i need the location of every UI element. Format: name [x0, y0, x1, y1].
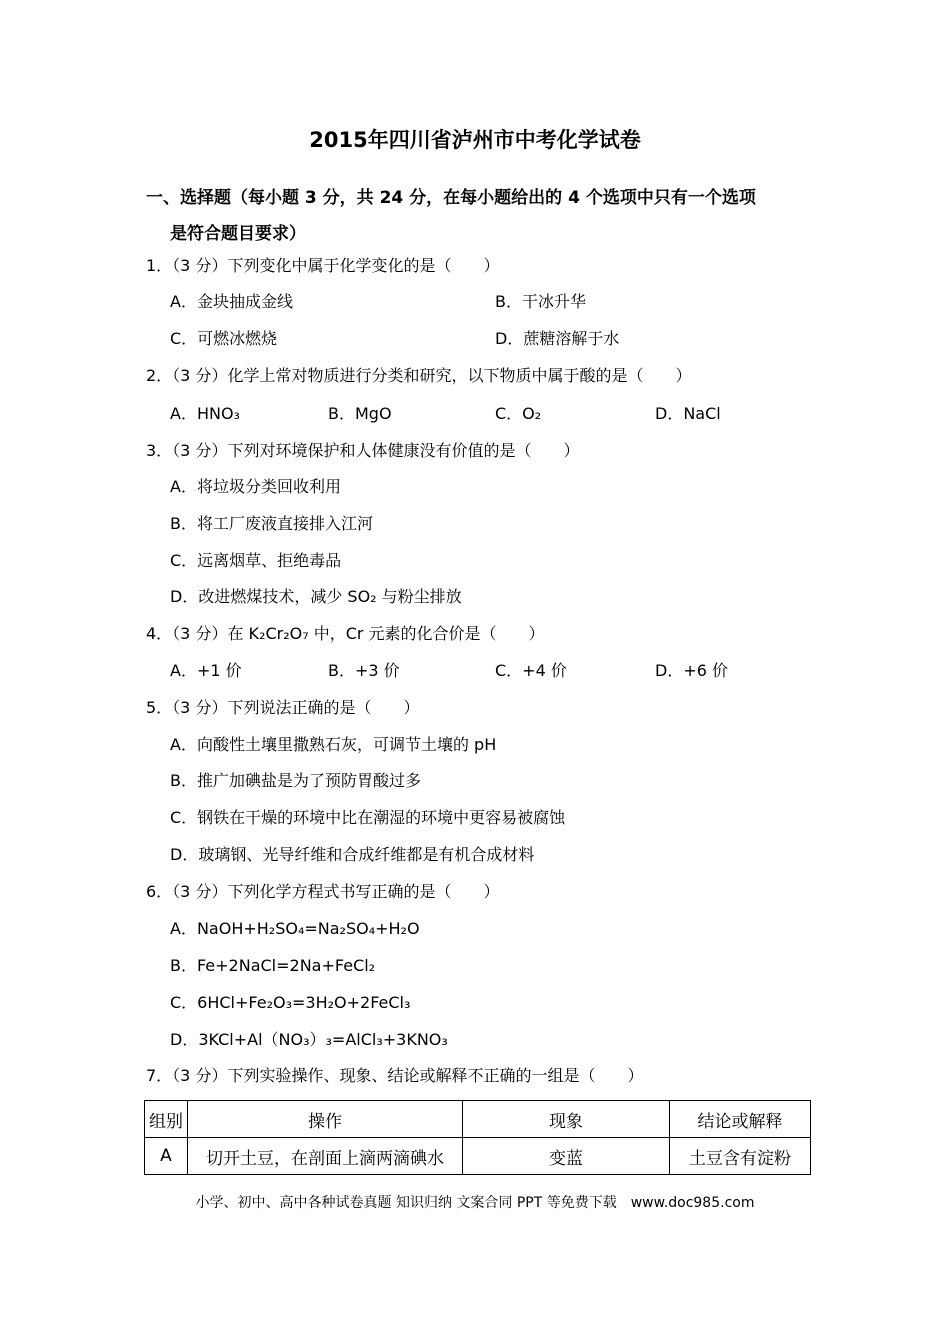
question-1-option-a: A．金块抽成金线	[170, 292, 293, 311]
question-2-option-b: B．MgO	[328, 404, 392, 423]
question-5-option-b: B．推广加碘盐是为了预防胃酸过多	[170, 771, 421, 790]
table-header-operation: 操作	[188, 1101, 463, 1138]
table-header-phenomenon: 现象	[463, 1101, 670, 1138]
question-3-option-d: D．改进燃煤技术，减少 SO₂ 与粉尘排放	[170, 587, 462, 606]
question-5-stem: 5．（3 分）下列说法正确的是（ ）	[146, 698, 420, 717]
question-5-option-a: A．向酸性土壤里撒熟石灰，可调节土壤的 pH	[170, 735, 497, 754]
question-6-stem: 6．（3 分）下列化学方程式书写正确的是（ ）	[146, 882, 500, 901]
table-header-conclusion: 结论或解释	[670, 1101, 811, 1138]
table-header-row	[145, 1101, 811, 1138]
table-row	[145, 1138, 811, 1175]
question-4-option-b: B．+3 价	[328, 661, 400, 680]
question-5-option-d: D．玻璃钢、光导纤维和合成纤维都是有机合成材料	[170, 845, 535, 864]
table-cell-phenomenon: 变蓝	[463, 1138, 670, 1175]
question-2-option-c: C．O₂	[495, 404, 542, 423]
question-4-stem: 4．（3 分）在 K₂Cr₂O₇ 中，Cr 元素的化合价是（ ）	[146, 624, 545, 643]
question-6-option-d: D．3KCl+Al（NO₃）₃=AlCl₃+3KNO₃	[170, 1030, 448, 1049]
section-heading	[146, 180, 816, 252]
question-3-option-a: A．将垃圾分类回收利用	[170, 477, 341, 496]
question-3-stem: 3．（3 分）下列对环境保护和人体健康没有价值的是（ ）	[146, 441, 580, 460]
table-cell-conclusion: 土豆含有淀粉	[670, 1138, 811, 1175]
question-4-option-c: C．+4 价	[495, 661, 567, 680]
table-cell-group: A	[145, 1138, 188, 1175]
question-1-option-b: B．干冰升华	[495, 292, 586, 311]
question-2-stem: 2．（3 分）化学上常对物质进行分类和研究，以下物质中属于酸的是（ ）	[146, 366, 692, 385]
question-3-option-b: B．将工厂废液直接排入江河	[170, 514, 373, 533]
question-1-option-d: D．蔗糖溶解于水	[495, 329, 620, 348]
question-5-option-c: C．钢铁在干燥的环境中比在潮湿的环境中更容易被腐蚀	[170, 808, 566, 827]
question-7-stem: 7．（3 分）下列实验操作、现象、结论或解释不正确的一组是（ ）	[146, 1066, 644, 1085]
question-4-option-d: D．+6 价	[655, 661, 728, 680]
question-6-option-a: A．NaOH+H₂SO₄=Na₂SO₄+H₂O	[170, 919, 420, 938]
table-header-group: 组别	[145, 1101, 188, 1138]
question-6-option-b: B．Fe+2NaCl=2Na+FeCl₂	[170, 956, 376, 975]
question-2-option-a: A．HNO₃	[170, 404, 240, 423]
table-cell-operation: 切开土豆，在剖面上滴两滴碘水	[188, 1138, 463, 1175]
question-1-option-c: C．可燃冰燃烧	[170, 329, 278, 348]
page-footer: 小学、初中、高中各种试卷真题 知识归纳 文案合同 PPT 等免费下载 www.doc985.com	[195, 1195, 755, 1211]
question-2-option-d: D．NaCl	[655, 404, 721, 423]
section-heading-line2: 是符合题目要求）	[170, 224, 306, 244]
page-title: 2015年四川省泸州市中考化学试卷	[309, 128, 641, 152]
question-3-option-c: C．远离烟草、拒绝毒品	[170, 551, 342, 570]
experiment-table	[144, 1100, 811, 1175]
question-4-option-a: A．+1 价	[170, 661, 242, 680]
question-6-option-c: C．6HCl+Fe₂O₃=3H₂O+2FeCl₃	[170, 993, 411, 1012]
section-heading-line1: 一、选择题（每小题 3 分，共 24 分，在每小题给出的 4 个选项中只有一个选项	[146, 188, 756, 208]
question-1-stem: 1．（3 分）下列变化中属于化学变化的是（ ）	[146, 256, 500, 275]
